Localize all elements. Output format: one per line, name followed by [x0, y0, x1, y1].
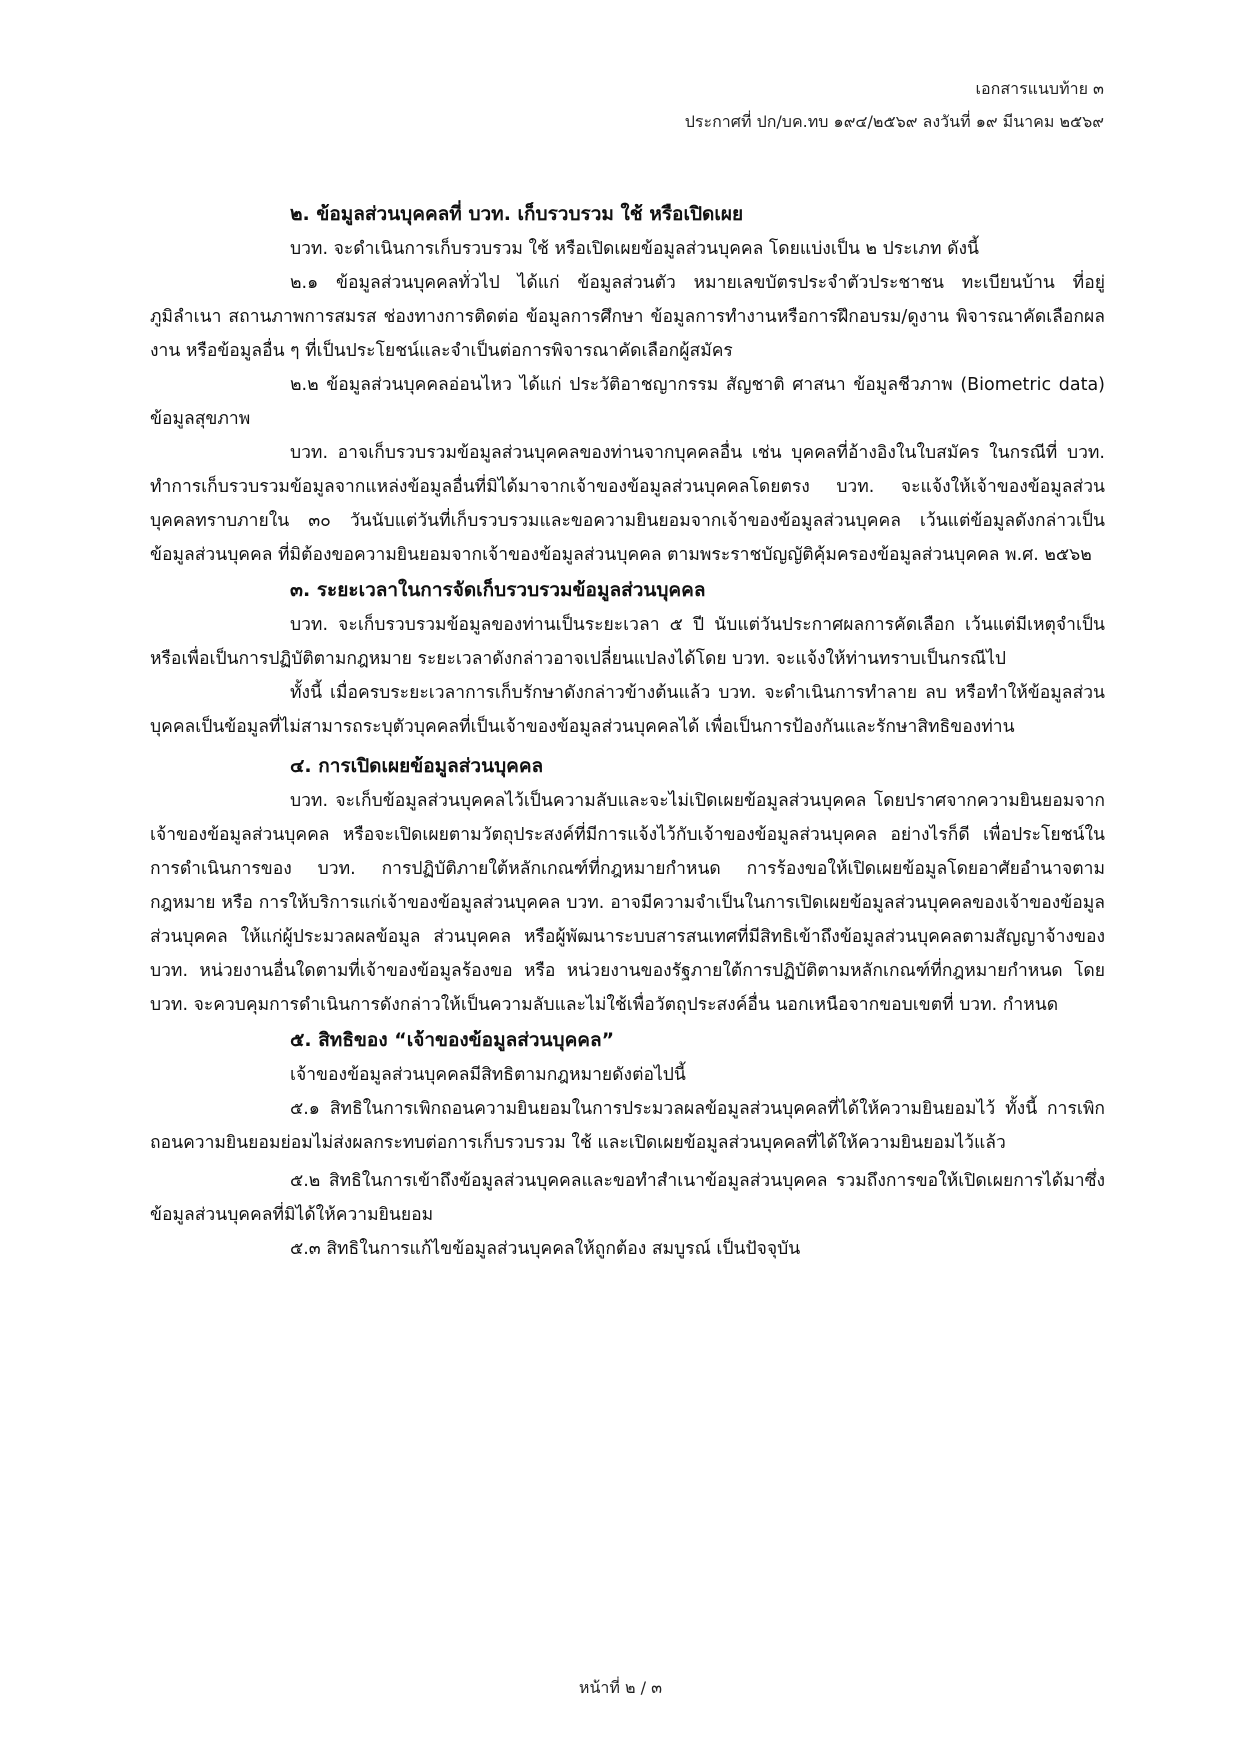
document-header — [685, 72, 1104, 138]
section-2-1-paragraph: ๒.๑ ข้อมูลส่วนบุคคลทั่วไป ได้แก่ ข้อมูลส่วนตัว หมายเลขบัตรประจำตัวประชาชน ทะเบียนบ้าน ที่อยู่ ภูมิลำเนา สถานภาพการสมรส ช่องทางการติดต่อ ข้อมูลการศึกษา ข้อมูลการทำงานหรือการฝึกอบรม/ดูงาน พิจารณาคัดเลือกผลงาน หรือข้อมูลอื่น ๆ ที่เป็นประโยชน์และจำเป็นต่อการพิจารณาคัดเลือกผู้สมัคร — [150, 273, 1105, 361]
section-2-collection-paragraph: บวท. อาจเก็บรวบรวมข้อมูลส่วนบุคคลของท่านจากบุคคลอื่น เช่น บุคคลที่อ้างอิงในใบสมัคร ในกรณีที่ บวท. ทำการเก็บรวบรวมข้อมูลจากแหล่งข้อมูลอื่นที่มิได้มาจากเจ้าของข้อมูลส่วนบุคคลโดยตรง บวท. จะแจ้งให้เจ้าของข้อมูลส่วนบุคคลทราบภายใน ๓๐ วันนับแต่วันที่เก็บรวบรวมและขอความยินยอมจากเจ้าของข้อมูลส่วนบุคคล เว้นแต่ข้อมูลดังกล่าวเป็นข้อมูลส่วนบุคคล ที่มิต้องขอความยินยอมจากเจ้าของข้อมูลส่วนบุคคล ตามพระราชบัญญัติคุ้มครองข้อมูลส่วนบุคคล พ.ศ. ๒๕๖๒ — [150, 443, 1105, 565]
section-5-1-paragraph: ๕.๑ สิทธิในการเพิกถอนความยินยอมในการประมวลผลข้อมูลส่วนบุคคลที่ได้ให้ความยินยอมไว้ ทั้งนี้ การเพิกถอนความยินยอมย่อมไม่ส่งผลกระทบต่อการเก็บรวบรวม ใช้ และเปิดเผยข้อมูลส่วนบุคคลที่ได้ให้ความยินยอมไว้แล้ว — [150, 1099, 1105, 1153]
attachment-label: เอกสารแนบท้าย ๓ — [975, 79, 1104, 98]
section-3-title: ๓. ระยะเวลาในการจัดเก็บรวบรวมข้อมูลส่วนบุคคล — [290, 579, 706, 601]
section-4-paragraph: บวท. จะเก็บข้อมูลส่วนบุคคลไว้เป็นความลับและจะไม่เปิดเผยข้อมูลส่วนบุคคล โดยปราศจากความยินยอมจากเจ้าของข้อมูลส่วนบุคคล หรือจะเปิดเผยตามวัตถุประสงค์ที่มีการแจ้งไว้กับเจ้าของข้อมูลส่วนบุคคล อย่างไรก็ดี เพื่อประโยชน์ในการดำเนินการของ บวท. การปฏิบัติภายใต้หลักเกณฑ์ที่กฎหมายกำหนด การร้องขอให้เปิดเผยข้อมูลโดยอาศัยอำนาจตามกฎหมาย หรือ การให้บริการแก่เจ้าของข้อมูลส่วนบุคคล บวท. อาจมีความจำเป็นในการเปิดเผยข้อมูลส่วนบุคคลของเจ้าของข้อมูลส่วนบุคคล ให้แก่ผู้ประมวลผลข้อมูล ส่วนบุคคล หรือผู้พัฒนาระบบสารสนเทศที่มีสิทธิเข้าถึงข้อมูลส่วนบุคคลตามสัญญาจ้างของ บวท. หน่วยงานอื่นใดตามที่เจ้าของข้อมูลร้องขอ หรือ หน่วยงานของรัฐภายใต้การปฏิบัติตามหลักเกณฑ์ที่กฎหมายกำหนด โดย บวท. จะควบคุมการดำเนินการดังกล่าวให้เป็นความลับและไม่ใช้เพื่อวัตถุประสงค์อื่น นอกเหนือจากขอบเขตที่ บวท. กำหนด — [150, 791, 1105, 1015]
document-body — [150, 196, 1105, 1266]
announcement-reference: ประกาศที่ ปก/บค.ทบ ๑๙๔/๒๕๖๙ ลงวันที่ ๑๙ มีนาคม ๒๕๖๙ — [684, 112, 1104, 131]
section-2-title: ๒. ข้อมูลส่วนบุคคลที่ บวท. เก็บรวบรวม ใช้ หรือเปิดเผย — [290, 203, 744, 225]
section-4-title: ๔. การเปิดเผยข้อมูลส่วนบุคคล — [290, 755, 544, 777]
section-5-3-paragraph: ๕.๓ สิทธิในการแก้ไขข้อมูลส่วนบุคคลให้ถูกต้อง สมบูรณ์ เป็นปัจจุบัน — [290, 1239, 801, 1259]
section-2-2-paragraph: ๒.๒ ข้อมูลส่วนบุคคลอ่อนไหว ได้แก่ ประวัติอาชญากรรม สัญชาติ ศาสนา ข้อมูลชีวภาพ (Biometric data) ข้อมูลสุขภาพ — [150, 375, 1105, 429]
section-5-2-paragraph: ๕.๒ สิทธิในการเข้าถึงข้อมูลส่วนบุคคลและขอทำสำเนาข้อมูลส่วนบุคคล รวมถึงการขอให้เปิดเผยการได้มาซึ่งข้อมูลส่วนบุคคลที่มิได้ให้ความยินยอม — [150, 1171, 1105, 1225]
section-5-intro: เจ้าของข้อมูลส่วนบุคคลมีสิทธิตามกฎหมายดังต่อไปนี้ — [290, 1065, 686, 1085]
page-number: หน้าที่ ๒ / ๓ — [578, 1678, 663, 1697]
section-3-paragraph-1: บวท. จะเก็บรวบรวมข้อมูลของท่านเป็นระยะเวลา ๕ ปี นับแต่วันประกาศผลการคัดเลือก เว้นแต่มีเหตุจำเป็นหรือเพื่อเป็นการปฏิบัติตามกฎหมาย ระยะเวลาดังกล่าวอาจเปลี่ยนแปลงได้โดย บวท. จะแจ้งให้ท่านทราบเป็นกรณีไป — [150, 615, 1105, 669]
section-2-intro: บวท. จะดำเนินการเก็บรวบรวม ใช้ หรือเปิดเผยข้อมูลส่วนบุคคล โดยแบ่งเป็น ๒ ประเภท ดังนี้ — [290, 239, 979, 259]
section-5-title: ๕. สิทธิของ “เจ้าของข้อมูลส่วนบุคคล” — [290, 1029, 615, 1051]
section-3-paragraph-2: ทั้งนี้ เมื่อครบระยะเวลาการเก็บรักษาดังกล่าวข้างต้นแล้ว บวท. จะดำเนินการทำลาย ลบ หรือทำให้ข้อมูลส่วนบุคคลเป็นข้อมูลที่ไม่สามารถระบุตัวบุคคลที่เป็นเจ้าของข้อมูลส่วนบุคคลได้ เพื่อเป็นการป้องกันและรักษาสิทธิของท่าน — [150, 683, 1105, 737]
